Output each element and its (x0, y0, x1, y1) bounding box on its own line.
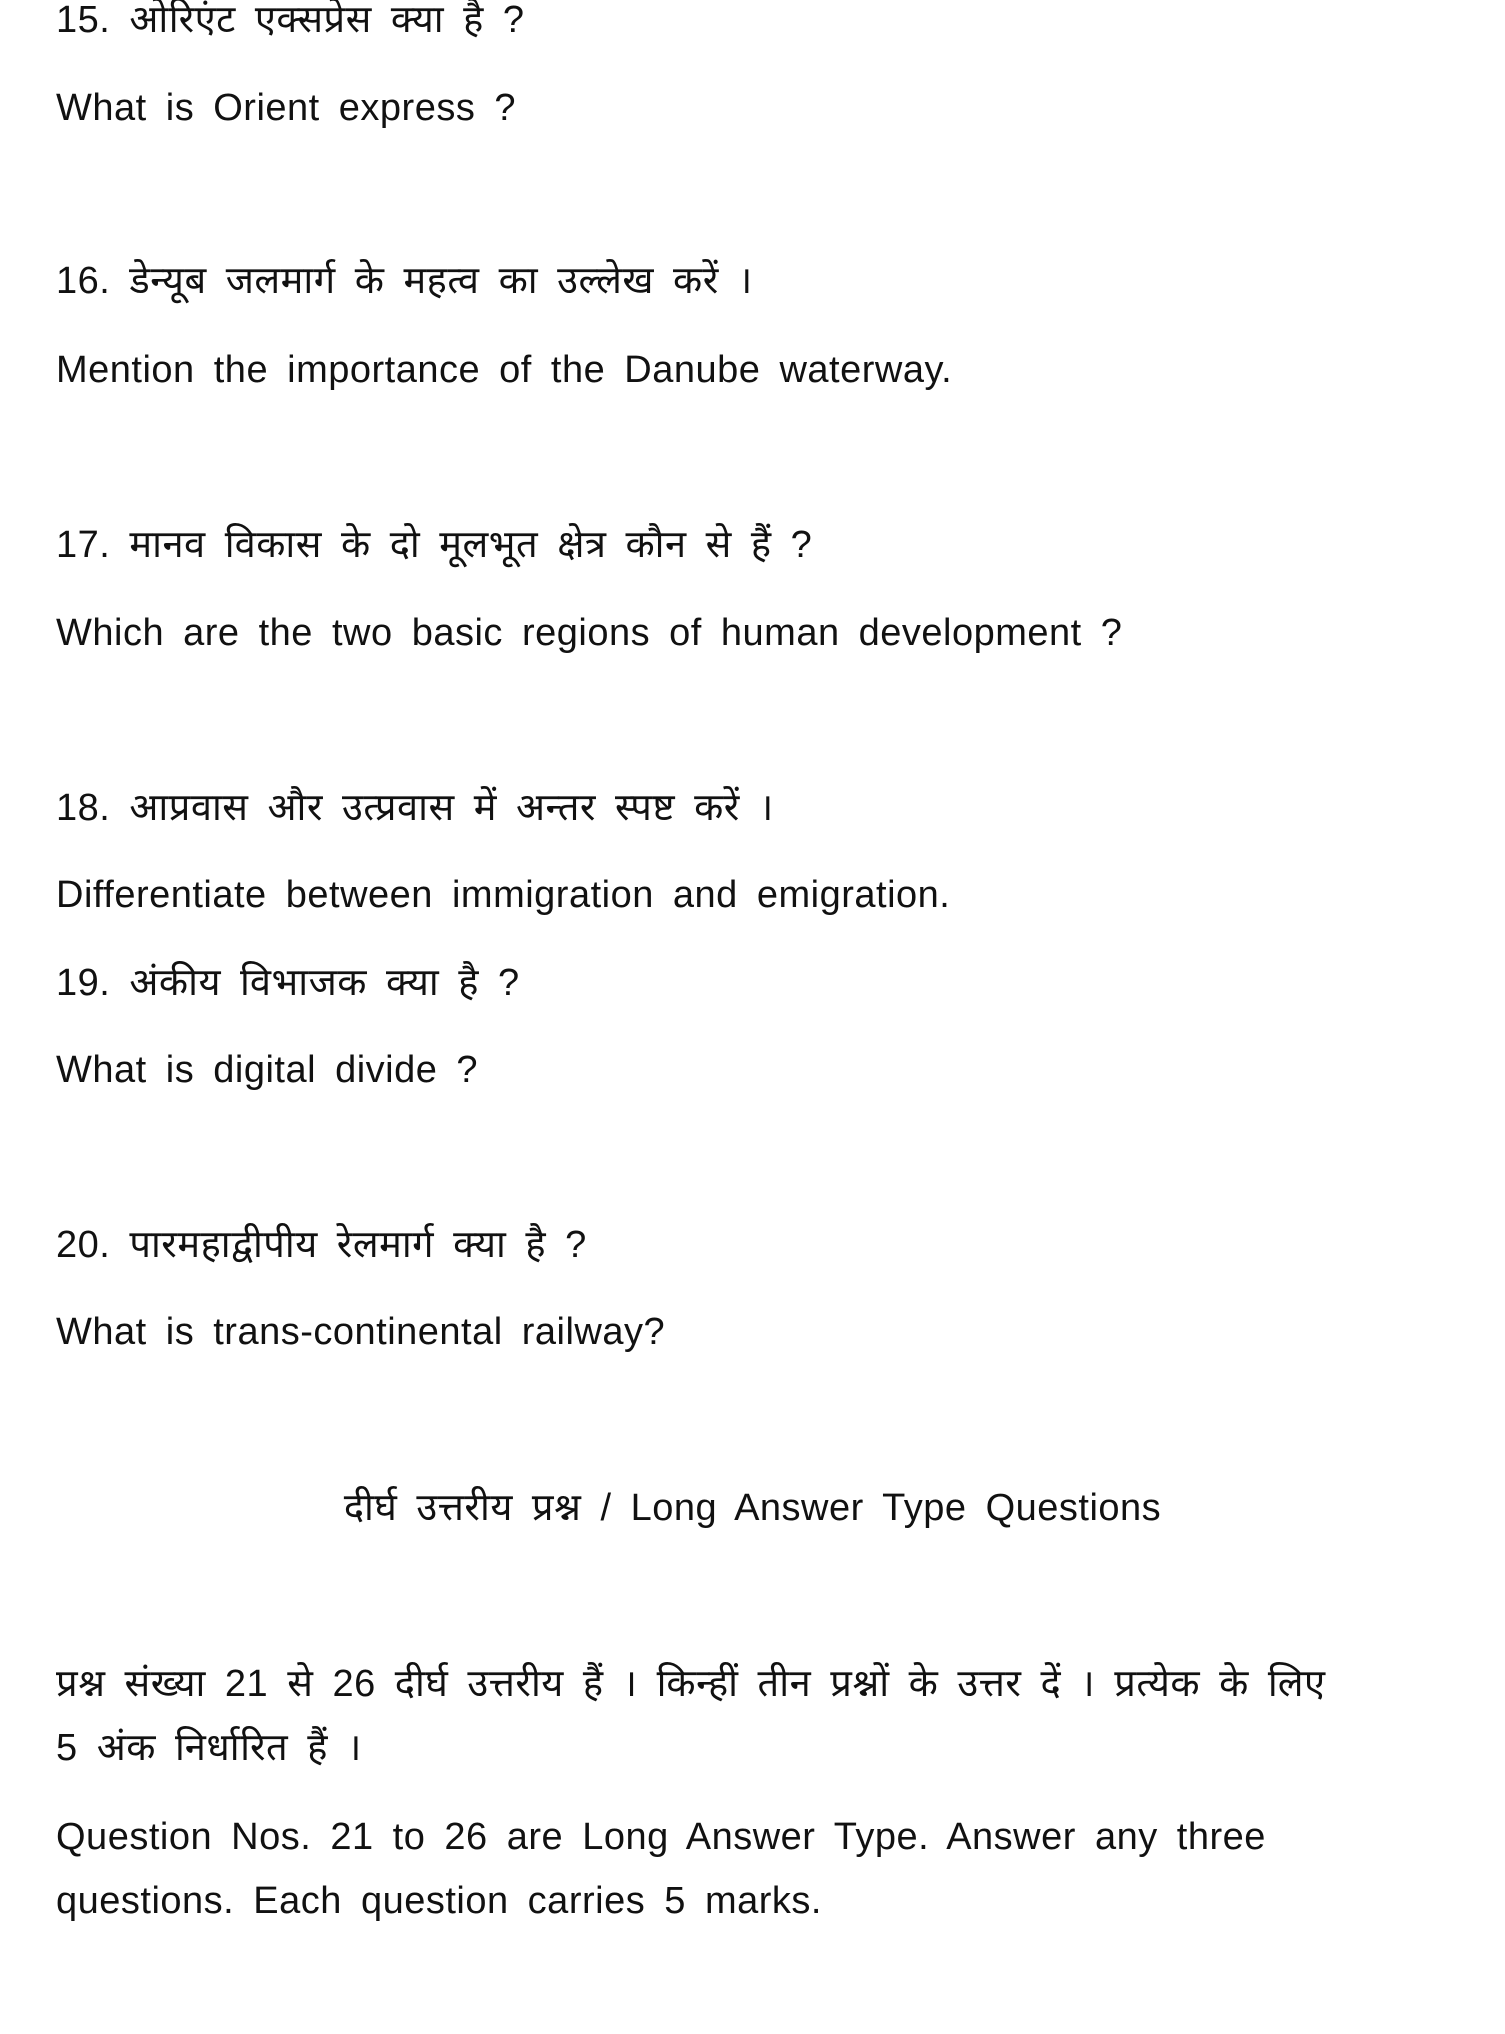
question-english: What is trans-continental railway? (56, 1311, 666, 1353)
question-hindi: 19. अंकीय विभाजक क्या है ? (56, 962, 520, 1004)
question-english: What is digital divide ? (56, 1049, 479, 1091)
instructions-english-line-2: questions. Each question carries 5 marks. (56, 1880, 822, 1922)
question-english: Mention the importance of the Danube waterway. (56, 349, 953, 391)
question-hindi: 18. आप्रवास और उत्प्रवास में अन्तर स्पष्ट करें । (56, 787, 774, 829)
instructions-hindi-line-2: 5 अंक निर्धारित हैं । (56, 1727, 362, 1769)
question-hindi: 20. पारमहाद्वीपीय रेलमार्ग क्या है ? (56, 1224, 587, 1266)
question-english: Which are the two basic regions of human development ? (56, 612, 1123, 654)
section-heading: दीर्घ उत्तरीय प्रश्न / Long Answer Type Questions (343, 1487, 1162, 1529)
question-hindi: 17. मानव विकास के दो मूलभूत क्षेत्र कौन से हैं ? (56, 524, 813, 566)
question-english: Differentiate between immigration and emigration. (56, 874, 951, 916)
question-hindi: 15. ओरिएंट एक्सप्रेस क्या है ? (56, 0, 525, 41)
question-english: What is Orient express ? (56, 87, 517, 129)
instructions-english-line-1: Question Nos. 21 to 26 are Long Answer Type. Answer any three (56, 1816, 1266, 1858)
instructions-hindi-line-1: प्रश्न संख्या 21 से 26 दीर्घ उत्तरीय हैं । किन्हीं तीन प्रश्नों के उत्तर दें । प्रत्येक के लिए (56, 1663, 1326, 1705)
question-hindi: 16. डेन्यूब जलमार्ग के महत्व का उल्लेख करें । (56, 260, 753, 302)
